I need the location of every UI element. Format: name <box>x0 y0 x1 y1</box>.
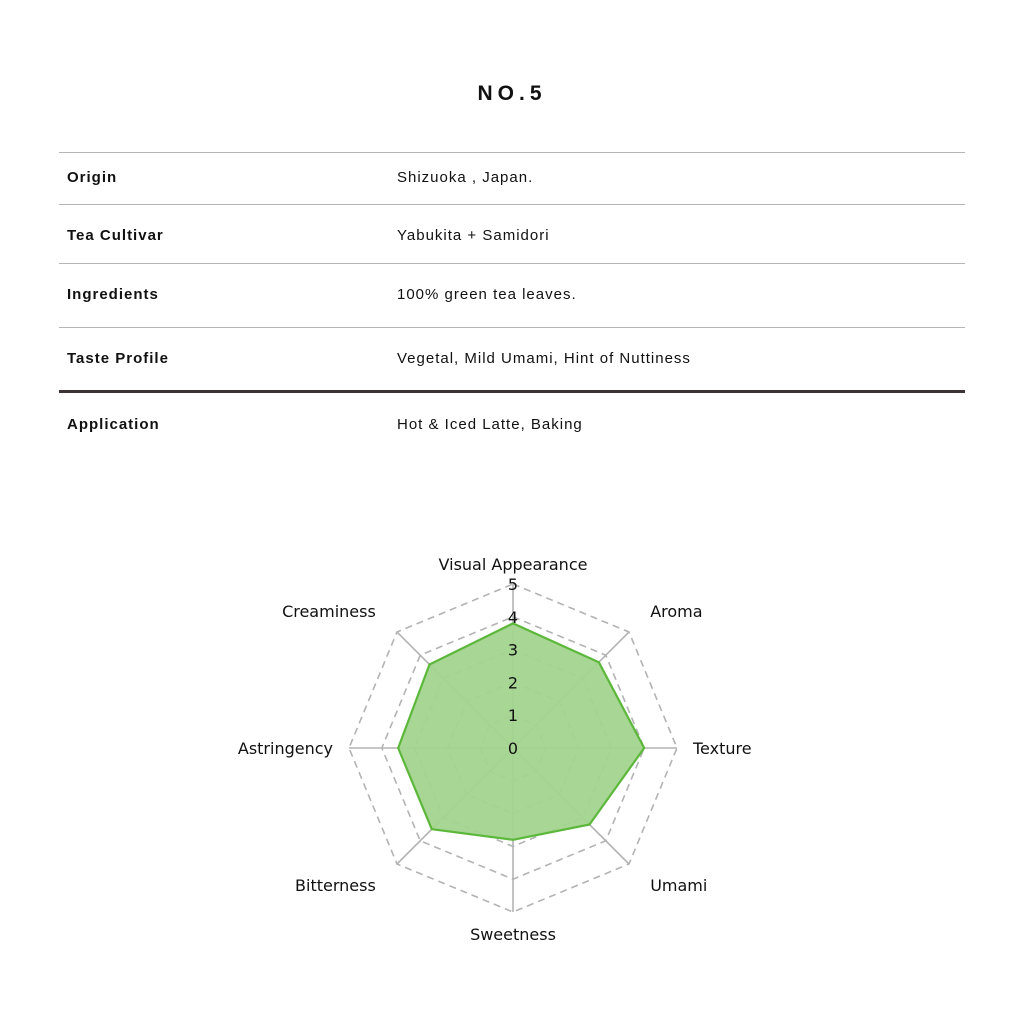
radar-tick-label: 2 <box>507 673 519 693</box>
radar-axis-label: Visual Appearance <box>438 555 588 574</box>
spec-value: Shizuoka , Japan. <box>397 169 534 186</box>
spec-label: Application <box>67 416 160 433</box>
spec-label: Origin <box>67 169 118 186</box>
radar-axis-label: Aroma <box>650 601 703 621</box>
radar-tick-label: 3 <box>507 640 519 660</box>
radar-axis-label: Umami <box>650 876 708 896</box>
spec-label: Tea Cultivar <box>67 227 164 244</box>
spec-label: Taste Profile <box>67 350 169 367</box>
radar-series-area <box>398 623 644 839</box>
spec-value: Hot & Iced Latte, Baking <box>397 416 583 433</box>
spec-value: Yabukita + Samidori <box>397 227 550 244</box>
product-title: NO.5 <box>477 82 547 105</box>
radar-tick-label: 5 <box>507 575 519 594</box>
radar-axis-label: Sweetness <box>470 925 556 944</box>
radar-tick-label: 1 <box>507 706 519 726</box>
radar-axis-label: Texture <box>693 739 752 758</box>
radar-axis-label: Bitterness <box>295 876 376 896</box>
spec-value: Vegetal, Mild Umami, Hint of Nuttiness <box>397 350 691 367</box>
spec-label: Ingredients <box>67 286 159 303</box>
radar-tick-label: 4 <box>507 607 519 627</box>
radar-axis-label: Astringency <box>237 739 333 758</box>
radar-axis-label: Creaminess <box>282 601 376 621</box>
radar-tick-label: 0 <box>507 739 519 758</box>
spec-value: 100% green tea leaves. <box>397 286 577 303</box>
